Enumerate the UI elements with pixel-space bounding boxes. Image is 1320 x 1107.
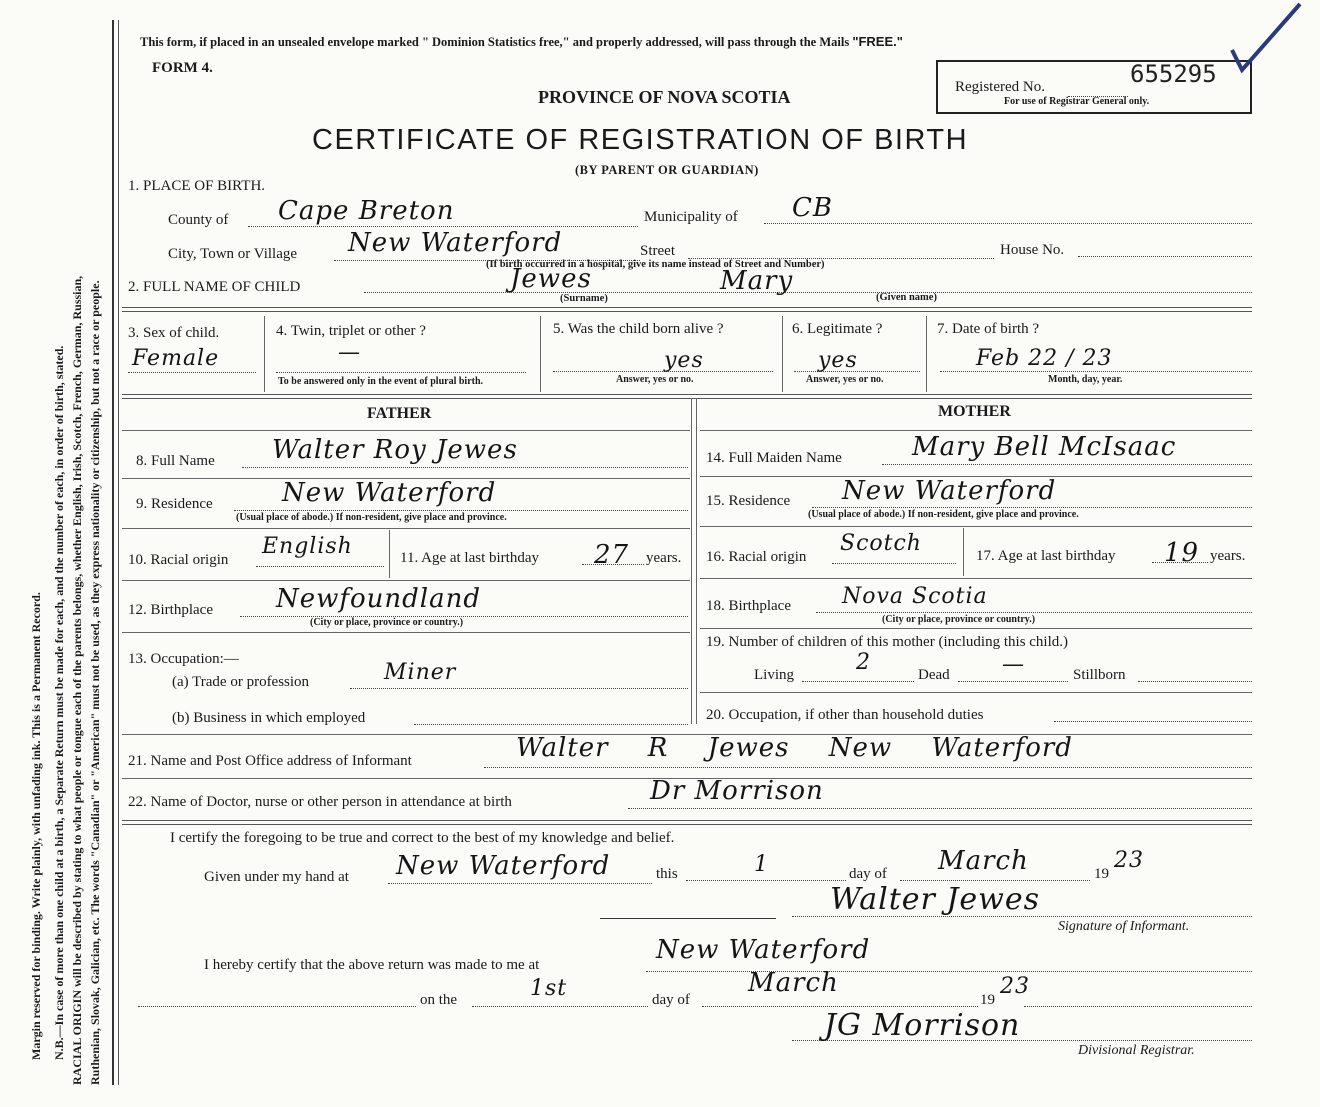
given-under-label: Given under my hand at: [204, 869, 349, 885]
father-age-years: years.: [646, 550, 682, 566]
margin-note-racial-origin: RACIAL ORIGIN will be described by stating to what people or tongue each of the parents belongs, whether English, Irish, Scotch, French, German, Russian,: [70, 275, 84, 1085]
mother-residence-value: New Waterford: [842, 476, 1057, 506]
father-residence-value: New Waterford: [282, 478, 497, 508]
given-name-caption: (Given name): [876, 292, 937, 303]
registered-number-label: Registered No.: [955, 79, 1045, 95]
father-residence-note: (Usual place of abode.) If non-resident, give place and province.: [236, 512, 507, 523]
sex-label: 3. Sex of child.: [128, 325, 220, 341]
born-alive-label: 5. Was the child born alive ?: [553, 321, 724, 337]
full-name-label: 2. FULL NAME OF CHILD: [128, 279, 301, 295]
given-year-prefix: 19: [1094, 866, 1109, 882]
mother-racial-origin-value: Scotch: [840, 531, 922, 556]
form-number: FORM 4.: [152, 60, 213, 76]
twin-note: To be answered only in the event of plural birth.: [278, 376, 484, 387]
registered-number-note: For use of Registrar General only.: [1004, 96, 1150, 107]
registration-year-prefix: 19: [980, 992, 995, 1008]
registration-day-of-label: day of: [652, 992, 690, 1008]
trade-value: Miner: [384, 660, 457, 685]
father-racial-origin-label: 10. Racial origin: [128, 552, 229, 568]
father-birthplace-value: Newfoundland: [276, 584, 482, 614]
living-value: 2: [856, 650, 871, 675]
county-label: County of: [168, 212, 229, 228]
mail-notice: This form, if placed in an unsealed envelope marked " Dominion Statistics free," and properly addressed, will pass through the Mails "FREE.": [140, 34, 903, 49]
mother-age-years: years.: [1210, 548, 1246, 564]
check-mark-icon: [1228, 0, 1308, 75]
given-this-label: this: [656, 866, 678, 882]
county-value: Cape Breton: [278, 196, 455, 226]
mother-birthplace-label: 18. Birthplace: [706, 598, 791, 614]
given-name-value: Mary: [720, 266, 794, 296]
city-label: City, Town or Village: [168, 246, 298, 262]
mother-residence-note: (Usual place of abode.) If non-resident, give place and province.: [808, 509, 1079, 520]
date-of-birth-label: 7. Date of birth ?: [937, 321, 1040, 337]
given-year-value: 23: [1114, 848, 1144, 873]
registration-place-value: New Waterford: [656, 935, 871, 965]
informant-signature: Walter Jewes: [830, 882, 1041, 917]
informant-value: Walter R Jewes New Waterford: [516, 733, 1073, 763]
municipality-value: CB: [792, 193, 833, 223]
given-at-value: New Waterford: [396, 851, 611, 881]
legitimate-value: yes: [818, 348, 858, 373]
date-of-birth-value: Feb 22 / 23: [976, 346, 1113, 371]
father-birthplace-label: 12. Birthplace: [128, 602, 213, 618]
date-of-birth-note: Month, day, year.: [1048, 374, 1123, 385]
born-alive-value: yes: [664, 348, 704, 373]
father-age-label: 11. Age at last birthday: [400, 550, 539, 566]
twin-value: —: [338, 340, 361, 365]
mother-racial-origin-label: 16. Racial origin: [706, 549, 807, 565]
twin-label: 4. Twin, triplet or other ?: [276, 323, 426, 339]
occupation-heading: 13. Occupation:—: [128, 651, 239, 667]
margin-note-racial-origin-cont: Ruthenian, Slovak, Galician, etc. The words "Canadian" or "American" must not be used, as they express nationality or citizenship, but not a race or people.: [88, 280, 102, 1085]
on-the-label: on the: [420, 992, 458, 1008]
father-age-value: 27: [594, 540, 630, 570]
mother-age-value: 19: [1164, 538, 1200, 568]
municipality-label: Municipality of: [644, 209, 738, 225]
surname-value: Jewes: [510, 264, 592, 294]
margin-note-multiple-births: N.B.—In case of more than one child at a birth, a Separate Return must be made for each, and the number of each, in order of birth, stated.: [52, 345, 66, 1060]
registered-number-value: 655295: [1130, 60, 1217, 88]
divisional-registrar-caption: Divisional Registrar.: [1078, 1043, 1195, 1058]
doctor-value: Dr Morrison: [650, 776, 824, 806]
province-heading: PROVINCE OF NOVA SCOTIA: [538, 87, 791, 107]
father-name-label: 8. Full Name: [136, 453, 215, 469]
given-month-value: March: [938, 846, 1029, 876]
trade-label: (a) Trade or profession: [172, 674, 310, 690]
children-count-label: 19. Number of children of this mother (including this child.): [706, 634, 1069, 650]
mother-birthplace-value: Nova Scotia: [842, 584, 988, 609]
city-value: New Waterford: [348, 228, 563, 258]
mother-name-label: 14. Full Maiden Name: [706, 450, 842, 466]
page-subtitle: (BY PARENT OR GUARDIAN): [575, 163, 759, 177]
business-label: (b) Business in which employed: [172, 710, 366, 726]
certify-statement: I certify the foregoing to be true and correct to the best of my knowledge and belief.: [170, 830, 675, 846]
margin-note-binding: Margin reserved for binding. Write plainly, with unfading ink. This is a Permanent Record.: [29, 592, 43, 1060]
mother-residence-label: 15. Residence: [706, 493, 791, 509]
living-label: Living: [754, 667, 794, 683]
registrar-signature: JG Morrison: [824, 1008, 1021, 1043]
surname-caption: (Surname): [560, 293, 608, 304]
mother-birthplace-note: (City or place, province or country.): [882, 614, 1036, 625]
father-name-value: Walter Roy Jewes: [272, 435, 518, 465]
mother-heading: MOTHER: [938, 403, 1011, 420]
registration-month-value: March: [748, 968, 839, 998]
page-title: CERTIFICATE OF REGISTRATION OF BIRTH: [312, 124, 969, 156]
sex-value: Female: [132, 346, 220, 371]
place-of-birth-heading: 1. PLACE OF BIRTH.: [128, 178, 266, 194]
registrar-certify-label: I hereby certify that the above return was made to me at: [204, 957, 540, 973]
given-day-of-label: day of: [849, 866, 887, 882]
legitimate-label: 6. Legitimate ?: [792, 321, 883, 337]
legitimate-note: Answer, yes or no.: [806, 374, 884, 385]
street-label: Street: [640, 243, 675, 259]
dead-label: Dead: [918, 667, 950, 683]
dead-value: —: [1002, 652, 1025, 677]
mother-name-value: Mary Bell McIsaac: [912, 432, 1177, 462]
father-residence-label: 9. Residence: [136, 496, 213, 512]
doctor-label: 22. Name of Doctor, nurse or other person in attendance at birth: [128, 794, 512, 810]
registration-day-value: 1st: [530, 976, 568, 1001]
registration-year-value: 23: [1000, 974, 1030, 999]
mother-occupation-label: 20. Occupation, if other than household duties: [706, 707, 984, 723]
stillborn-label: Stillborn: [1073, 667, 1126, 683]
born-alive-note: Answer, yes or no.: [616, 374, 694, 385]
given-day-value: 1: [754, 852, 769, 877]
mother-age-label: 17. Age at last birthday: [976, 548, 1116, 564]
father-racial-origin-value: English: [262, 534, 353, 559]
signature-of-informant-caption: Signature of Informant.: [1058, 919, 1190, 934]
house-number-label: House No.: [1000, 242, 1065, 258]
father-birthplace-note: (City or place, province or country.): [310, 617, 464, 628]
hospital-note: (If birth occurred in a hospital, give its name instead of Street and Number): [486, 259, 825, 270]
father-heading: FATHER: [367, 405, 432, 422]
informant-label: 21. Name and Post Office address of Informant: [128, 753, 412, 769]
